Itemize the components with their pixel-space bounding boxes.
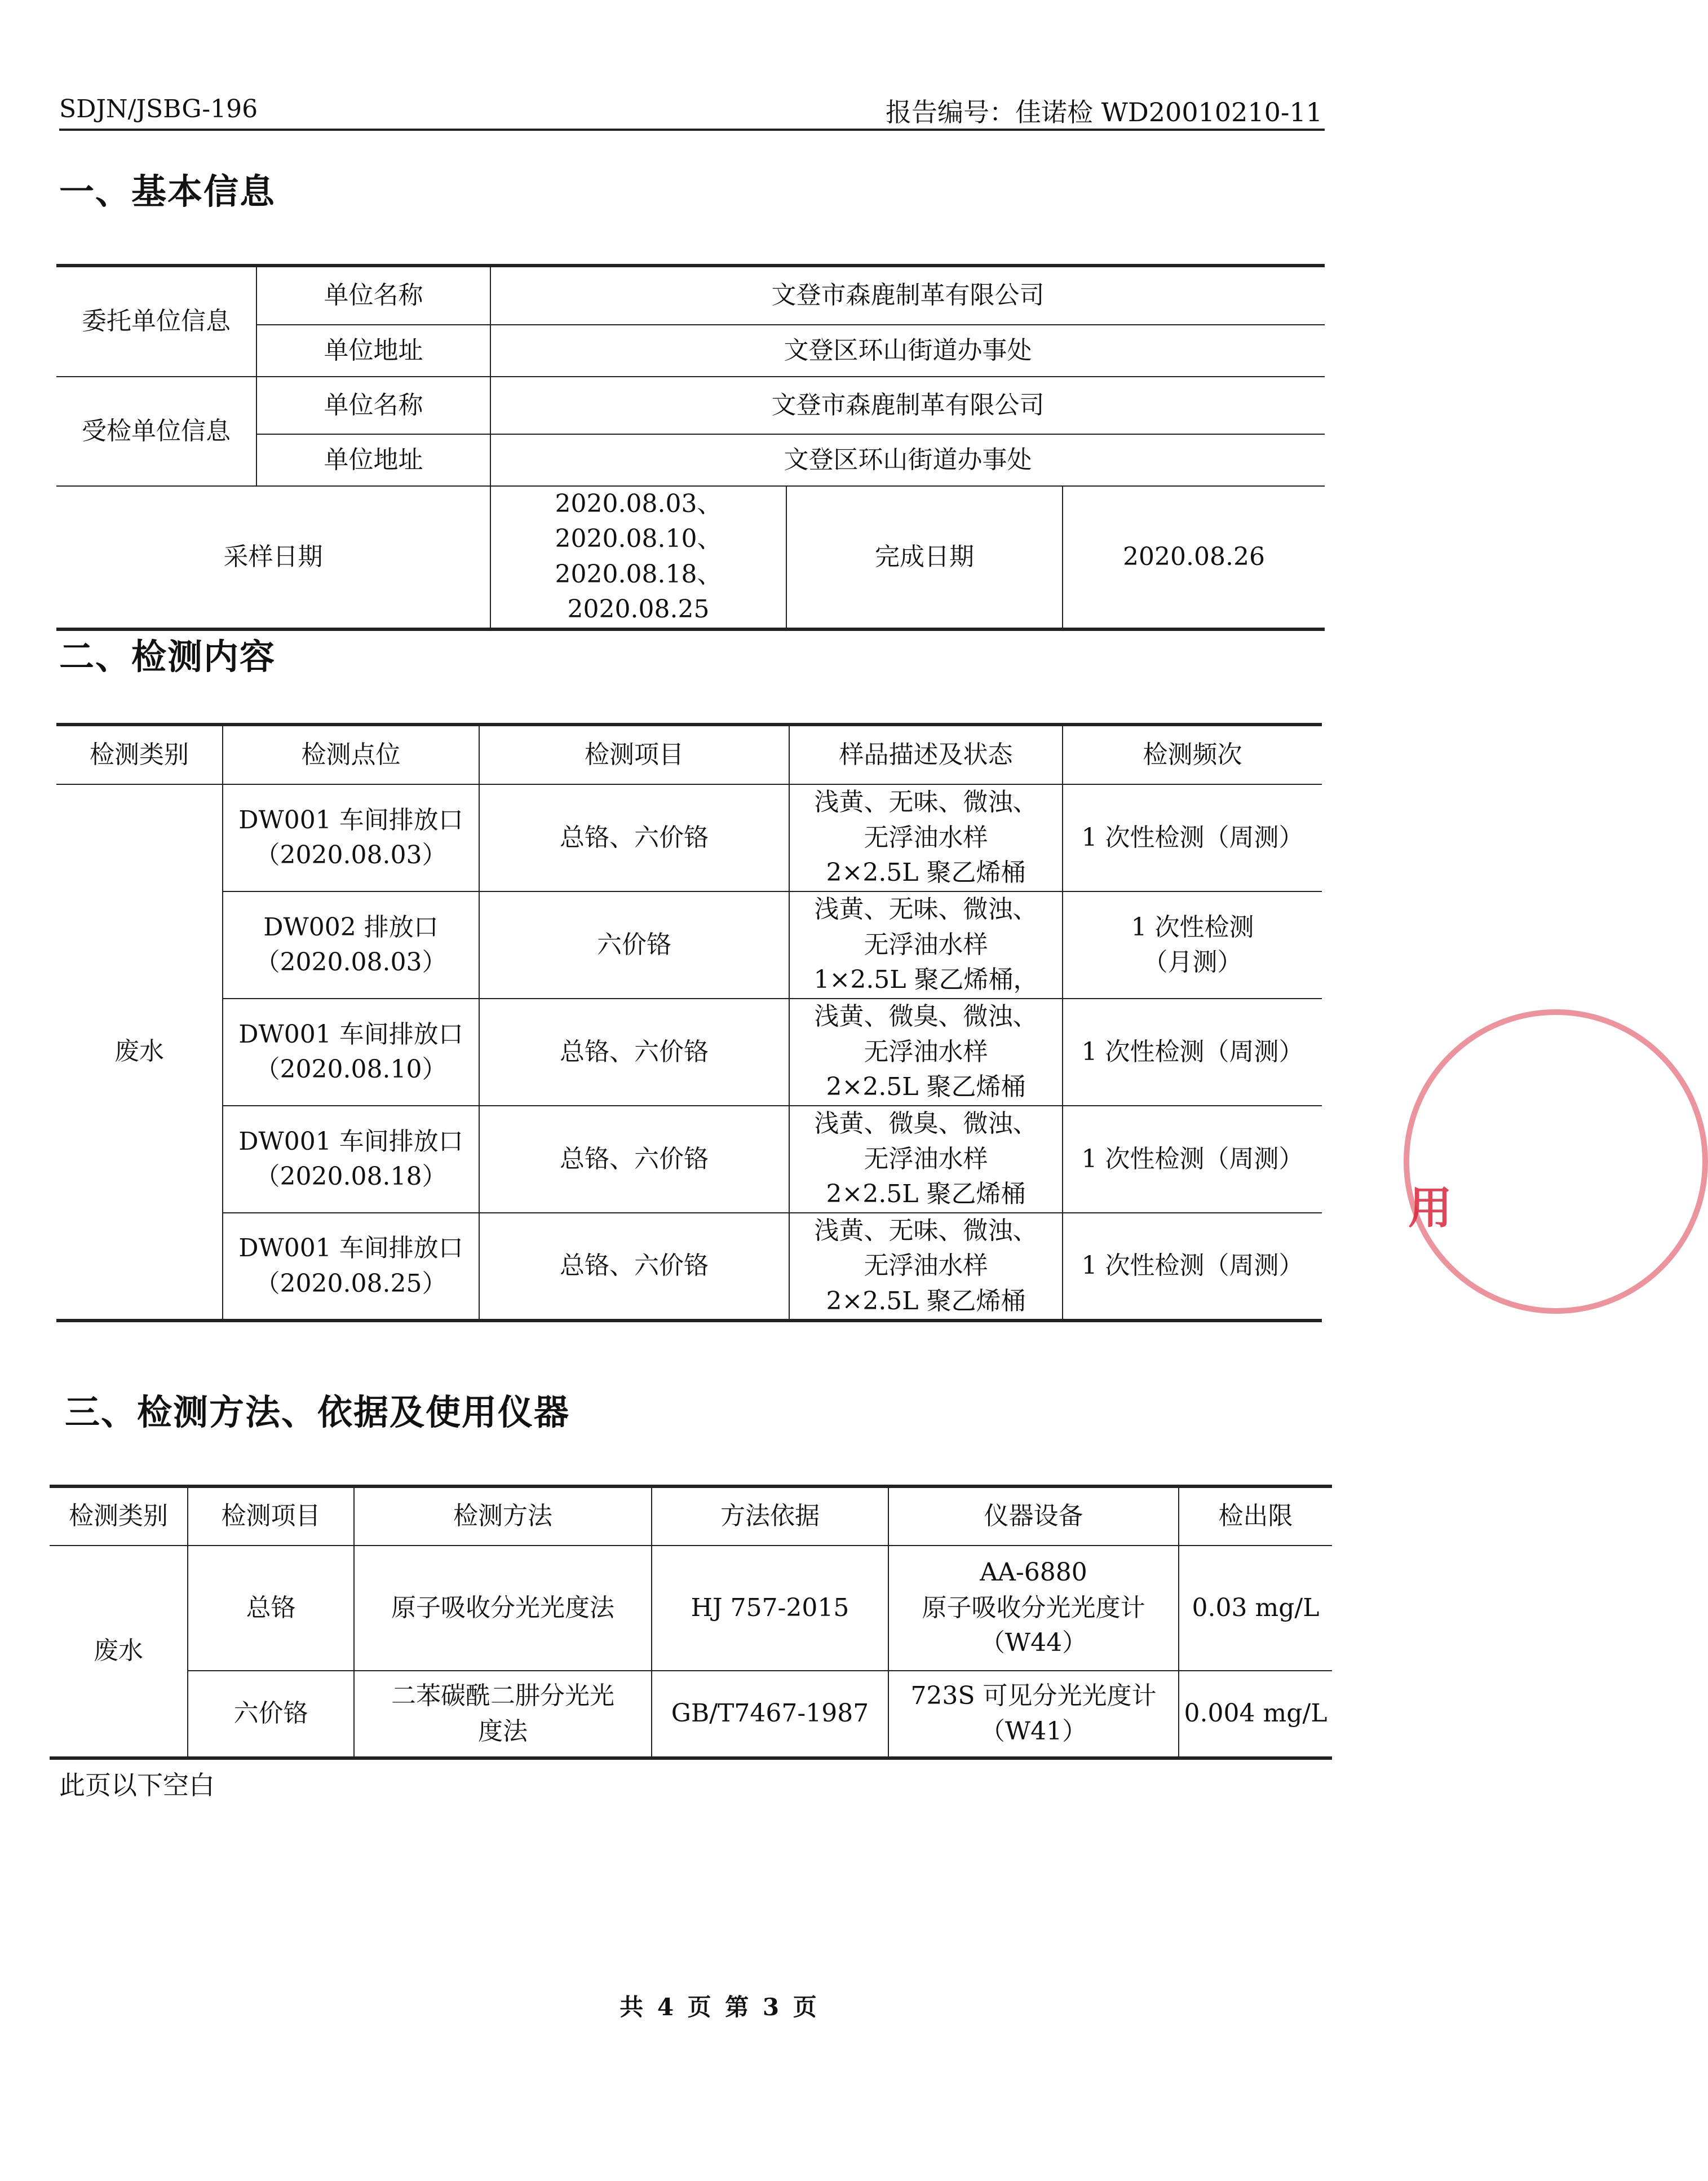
- table-row: [56, 891, 1322, 999]
- desc-line: 无浮油水样: [864, 930, 988, 959]
- content-table: [56, 723, 1322, 1322]
- content-header-point: 检测点位: [223, 725, 479, 784]
- client-address-label: 单位地址: [256, 325, 490, 377]
- desc-line: 浅黄、无味、微浊、: [814, 1216, 1038, 1245]
- content-header-items: 检测项目: [479, 725, 789, 784]
- desc-line: 无浮油水样: [864, 1251, 988, 1281]
- desc-line: 浅黄、微臭、微浊、: [814, 1109, 1038, 1138]
- page-footer: 共 4 页 第 3 页: [620, 1993, 817, 2021]
- desc-line: 2×2.5L 聚乙烯桶: [826, 1072, 1026, 1102]
- header-rule: [59, 129, 1325, 131]
- blank-note: 此页以下空白: [59, 1770, 215, 1800]
- table-row: [56, 1213, 1322, 1321]
- seal-glyph: 用: [1408, 1182, 1453, 1234]
- content-category: 废水: [56, 784, 223, 1321]
- inspected-name: 文登市森鹿制革有限公司: [490, 377, 1325, 434]
- completion-label: 完成日期: [786, 486, 1063, 629]
- instrument-line: （W44）: [980, 1628, 1087, 1658]
- method-header-method: 检测方法: [354, 1486, 652, 1546]
- inspected-label: 受检单位信息: [56, 377, 256, 486]
- client-name: 文登市森鹿制革有限公司: [490, 266, 1325, 325]
- instrument-line: 723S 可见分光光度计: [910, 1681, 1157, 1711]
- point-date: （2020.08.03）: [255, 948, 447, 977]
- point-date: （2020.08.03）: [255, 841, 447, 869]
- basic-info-table: [56, 264, 1325, 631]
- method-basis: GB/T7467-1987: [652, 1671, 888, 1758]
- instrument-line: 原子吸收分光光度计: [922, 1593, 1145, 1622]
- desc-line: 无浮油水样: [864, 1144, 988, 1173]
- frequency-sub: （月测）: [1143, 948, 1242, 977]
- sampling-dates-line1: 2020.08.03、2020.08.10、: [555, 489, 722, 554]
- frequency: 1 次性检测（周测）: [1081, 823, 1304, 852]
- method-basis: HJ 757-2015: [652, 1546, 888, 1671]
- detection-limit: 0.004 mg/L: [1179, 1671, 1332, 1758]
- instrument-line: AA-6880: [980, 1558, 1087, 1587]
- table-row: [56, 1106, 1322, 1213]
- desc-line: 浅黄、无味、微浊、: [814, 788, 1038, 817]
- method-header-item: 检测项目: [188, 1486, 354, 1546]
- section-title-method: 三、检测方法、依据及使用仪器: [65, 1392, 570, 1433]
- report-number: 报告编号：佳诺检 WD20010210-11: [886, 97, 1322, 127]
- test-items: 总铬、六价铬: [479, 1213, 789, 1321]
- frequency: 1 次性检测（周测）: [1081, 1144, 1304, 1173]
- section-title-content: 二、检测内容: [59, 636, 276, 677]
- test-items: 总铬、六价铬: [479, 999, 789, 1106]
- point-date: （2020.08.10）: [255, 1055, 447, 1084]
- sampling-date-label: 采样日期: [56, 486, 490, 629]
- instrument-line: （W41）: [980, 1716, 1087, 1746]
- inspected-address-label: 单位地址: [256, 434, 490, 486]
- desc-line: 浅黄、微臭、微浊、: [814, 1002, 1038, 1031]
- point-name: DW001 车间排放口: [238, 1234, 463, 1263]
- frequency: 1 次性检测: [1131, 912, 1254, 942]
- content-header-category: 检测类别: [56, 725, 223, 784]
- table-row: [56, 784, 1322, 891]
- test-items: 六价铬: [479, 891, 789, 999]
- sampling-dates: [490, 486, 786, 629]
- point-name: DW002 排放口: [263, 912, 439, 942]
- desc-line: 2×2.5L 聚乙烯桶: [826, 1180, 1026, 1209]
- method-table: [50, 1485, 1332, 1760]
- frequency: 1 次性检测（周测）: [1081, 1037, 1304, 1066]
- content-header-freq: 检测频次: [1063, 725, 1322, 784]
- content-header-desc: 样品描述及状态: [789, 725, 1063, 784]
- inspected-address: 文登区环山街道办事处: [490, 434, 1325, 486]
- seal-ring: [1404, 1009, 1708, 1314]
- doc-code: SDJN/JSBG-196: [59, 95, 258, 123]
- table-row: [50, 1671, 1332, 1758]
- section-title-basic: 一、基本信息: [59, 171, 276, 212]
- method-item: 总铬: [188, 1546, 354, 1671]
- desc-line: 2×2.5L 聚乙烯桶: [826, 1286, 1026, 1315]
- desc-line: 无浮油水样: [864, 1037, 988, 1066]
- point-date: （2020.08.25）: [255, 1269, 447, 1298]
- point-name: DW001 车间排放口: [238, 805, 463, 835]
- detection-limit: 0.03 mg/L: [1179, 1546, 1332, 1671]
- method-line: 原子吸收分光光度法: [391, 1593, 614, 1622]
- method-header-category: 检测类别: [50, 1486, 188, 1546]
- desc-line: 1×2.5L 聚乙烯桶，: [813, 965, 1038, 995]
- table-row: [50, 1546, 1332, 1671]
- completion-date: 2020.08.26: [1063, 486, 1325, 629]
- client-name-label: 单位名称: [256, 266, 490, 325]
- method-category: 废水: [50, 1546, 188, 1758]
- method-line: 二苯碳酰二肼分光光: [391, 1681, 614, 1711]
- point-name: DW001 车间排放口: [238, 1127, 463, 1156]
- table-row: [56, 999, 1322, 1106]
- sampling-dates-line2: 2020.08.18、2020.08.25: [555, 559, 722, 624]
- inspected-name-label: 单位名称: [256, 377, 490, 434]
- method-item: 六价铬: [188, 1671, 354, 1758]
- desc-line: 无浮油水样: [864, 823, 988, 852]
- method-header-basis: 方法依据: [652, 1486, 888, 1546]
- desc-line: 浅黄、无味、微浊、: [814, 895, 1038, 924]
- point-name: DW001 车间排放口: [238, 1019, 463, 1049]
- test-items: 总铬、六价铬: [479, 1106, 789, 1213]
- client-address: 文登区环山街道办事处: [490, 325, 1325, 377]
- frequency: 1 次性检测（周测）: [1081, 1251, 1304, 1281]
- seal-stamp: [1398, 1004, 1453, 1319]
- point-date: （2020.08.18）: [255, 1162, 447, 1191]
- client-label: 委托单位信息: [56, 266, 256, 377]
- method-header-instrument: 仪器设备: [888, 1486, 1179, 1546]
- method-header-limit: 检出限: [1179, 1486, 1332, 1546]
- test-items: 总铬、六价铬: [479, 784, 789, 891]
- method-line: 度法: [478, 1716, 528, 1746]
- desc-line: 2×2.5L 聚乙烯桶: [826, 858, 1026, 888]
